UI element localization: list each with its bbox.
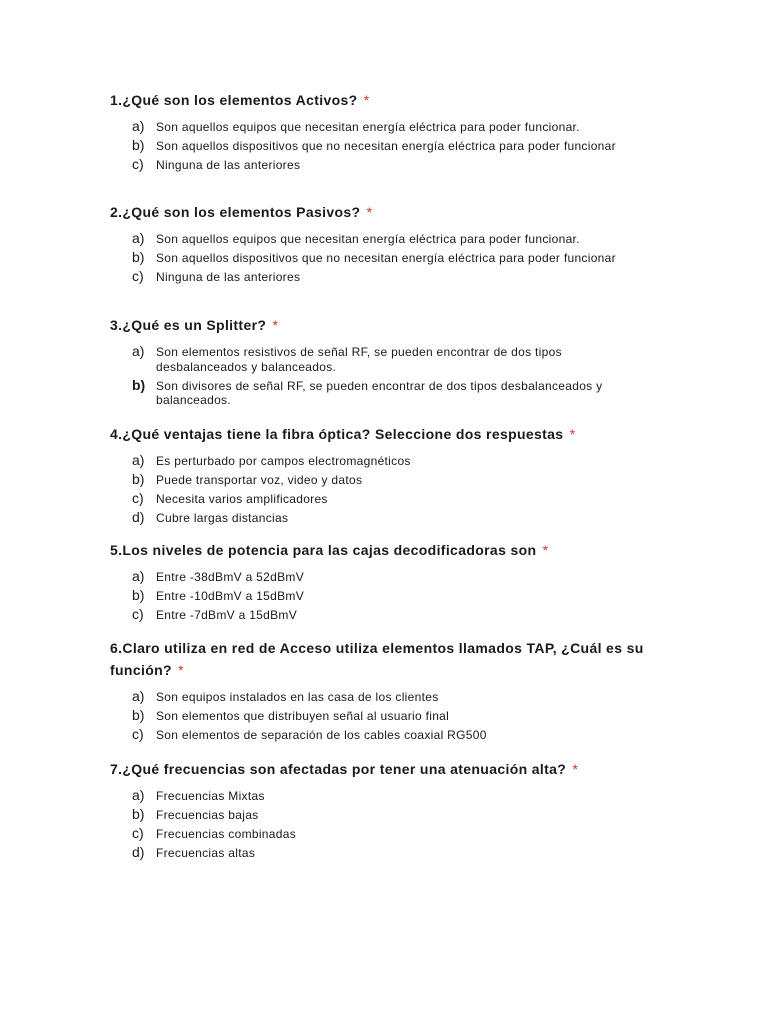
option-c[interactable] <box>132 726 650 745</box>
option-text: Puede transportar voz, video y datos <box>156 473 363 487</box>
option-list <box>110 568 650 625</box>
option-text: Ninguna de las anteriores <box>156 158 301 172</box>
option-text: Son equipos instalados en las casa de los clientes <box>156 690 439 704</box>
option-text: Son aquellos equipos que necesitan energía eléctrica para poder funcionar. <box>156 232 580 246</box>
option-text: Entre -7dBmV a 15dBmV <box>156 608 298 622</box>
option-letter: a) <box>132 118 145 134</box>
option-letter: b) <box>132 707 145 723</box>
option-b[interactable] <box>132 249 650 268</box>
option-letter: a) <box>132 787 145 803</box>
option-list <box>110 118 650 175</box>
required-asterisk: * <box>572 761 579 777</box>
option-text: Son elementos de separación de los cables coaxial RG500 <box>156 728 487 742</box>
option-letter: c) <box>132 825 144 841</box>
option-list <box>110 343 650 410</box>
option-letter: b) <box>132 806 145 822</box>
option-letter: c) <box>132 156 144 172</box>
option-text: Son elementos resistivos de señal RF, se pueden encontrar de dos tipos desbalanceados y balanceados. <box>156 345 562 374</box>
option-letter: d) <box>132 509 145 525</box>
option-letter: c) <box>132 268 144 284</box>
option-text: Frecuencias bajas <box>156 808 259 822</box>
option-c[interactable] <box>132 606 650 625</box>
option-text: Son divisores de señal RF, se pueden encontrar de dos tipos desbalanceados y balanceados. <box>156 378 603 407</box>
option-c[interactable] <box>132 268 650 287</box>
option-a[interactable] <box>132 688 650 707</box>
option-text: Frecuencias altas <box>156 846 256 860</box>
option-text: Son aquellos dispositivos que no necesitan energía eléctrica para poder funcionar <box>156 251 616 265</box>
question-title: 7.¿Qué frecuencias son afectadas por tener una atenuación alta? * <box>110 761 579 777</box>
question-2 <box>110 201 650 303</box>
option-a[interactable] <box>132 343 650 377</box>
option-text: Son elementos que distribuyen señal al usuario final <box>156 709 450 723</box>
option-letter: b) <box>132 587 145 603</box>
option-b[interactable] <box>132 377 650 411</box>
question-5 <box>110 539 650 641</box>
option-letter: b) <box>132 137 145 153</box>
question-3 <box>110 314 650 426</box>
required-asterisk: * <box>542 542 549 558</box>
question-title: 6.Claro utiliza en red de Acceso utiliza elementos llamados TAP, ¿Cuál es su función? * <box>110 640 644 678</box>
option-text: Entre -10dBmV a 15dBmV <box>156 589 305 603</box>
option-text: Cubre largas distancias <box>156 511 289 525</box>
required-asterisk: * <box>178 662 184 678</box>
option-text: Frecuencias combinadas <box>156 827 297 841</box>
option-c[interactable] <box>132 156 650 175</box>
question-title: 3.¿Qué es un Splitter? * <box>110 317 279 333</box>
option-d[interactable] <box>132 509 650 528</box>
option-b[interactable] <box>132 137 650 156</box>
option-b[interactable] <box>132 707 650 726</box>
option-a[interactable] <box>132 787 650 806</box>
option-a[interactable] <box>132 568 650 587</box>
option-letter: b) <box>132 376 146 393</box>
option-letter: d) <box>132 844 145 860</box>
required-asterisk: * <box>272 317 279 333</box>
option-letter: b) <box>132 249 145 265</box>
option-c[interactable] <box>132 490 650 509</box>
question-title: 5.Los niveles de potencia para las cajas decodificadoras son * <box>110 542 549 558</box>
question-title: 2.¿Qué son los elementos Pasivos? * <box>110 204 373 220</box>
option-b[interactable] <box>132 587 650 606</box>
option-text: Ninguna de las anteriores <box>156 270 301 284</box>
question-4 <box>110 423 650 544</box>
option-text: Necesita varios amplificadores <box>156 492 328 506</box>
option-b[interactable] <box>132 806 650 825</box>
question-title: 4.¿Qué ventajas tiene la fibra óptica? Seleccione dos respuestas * <box>110 426 576 442</box>
option-letter: c) <box>132 726 144 742</box>
question-title: 1.¿Qué son los elementos Activos? * <box>110 92 370 108</box>
question-7 <box>110 758 650 879</box>
option-d[interactable] <box>132 844 650 863</box>
option-letter: a) <box>132 452 145 468</box>
required-asterisk: * <box>363 92 370 108</box>
option-a[interactable] <box>132 452 650 471</box>
option-a[interactable] <box>132 230 650 249</box>
option-letter: b) <box>132 471 145 487</box>
option-letter: a) <box>132 230 145 246</box>
option-c[interactable] <box>132 825 650 844</box>
required-asterisk: * <box>366 204 373 220</box>
option-list <box>110 452 650 528</box>
question-6 <box>110 637 650 761</box>
option-text: Son aquellos equipos que necesitan energía eléctrica para poder funcionar. <box>156 120 580 134</box>
option-letter: a) <box>132 343 145 359</box>
option-list <box>110 230 650 287</box>
option-letter: a) <box>132 688 145 704</box>
option-letter: c) <box>132 606 144 622</box>
option-list <box>110 787 650 863</box>
option-b[interactable] <box>132 471 650 490</box>
required-asterisk: * <box>569 426 576 442</box>
option-text: Frecuencias Mixtas <box>156 789 265 803</box>
option-letter: c) <box>132 490 144 506</box>
option-a[interactable] <box>132 118 650 137</box>
option-list <box>110 688 650 745</box>
option-text: Son aquellos dispositivos que no necesitan energía eléctrica para poder funcionar <box>156 139 616 153</box>
question-1 <box>110 89 650 191</box>
option-text: Es perturbado por campos electromagnéticos <box>156 454 411 468</box>
option-letter: a) <box>132 568 145 584</box>
option-text: Entre -38dBmV a 52dBmV <box>156 570 305 584</box>
